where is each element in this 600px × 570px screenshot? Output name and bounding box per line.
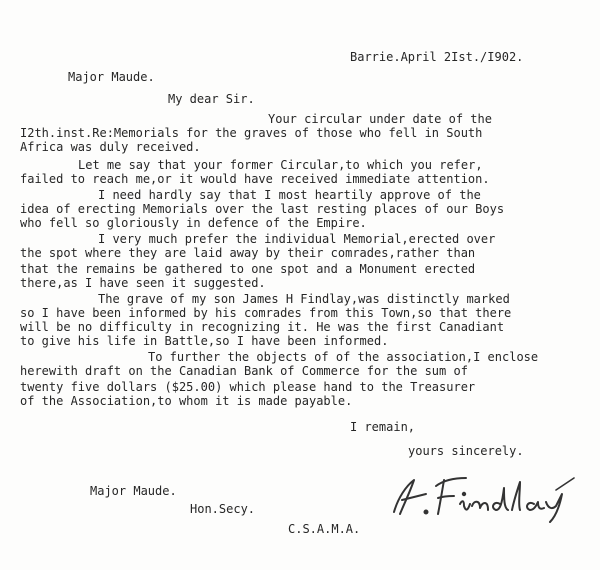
handwritten-signature (380, 468, 580, 528)
body-line: to give his life in Battle,so I have been informed. (20, 334, 389, 348)
body-line: The grave of my son James H Findlay,was distinctly marked (98, 292, 510, 306)
body-line: will be no difficulty in recognizing it. He was the first Canadiant (20, 320, 505, 334)
addressee-line: Major Maude. (68, 70, 155, 84)
body-line: the spot where they are laid away by their comrades,rather than (20, 246, 476, 260)
body-line: twenty five dollars ($25.00) which please hand to the Treasurer (20, 380, 476, 394)
closing-sincerely: yours sincerely. (408, 444, 524, 458)
closing-remain: I remain, (350, 420, 416, 434)
body-line: idea of erecting Memorials over the last resting places of our Boys (20, 202, 505, 216)
body-line: I very much prefer the individual Memorial,erected over (98, 232, 496, 246)
body-line: failed to reach me,or it would have received immediate attention. (20, 172, 490, 186)
body-line: Your circular under date of the (268, 112, 492, 126)
body-line: who fell so gloriously in defence of the Empire. (20, 216, 367, 230)
body-line: I need hardly say that I most heartily approve of the (98, 188, 481, 202)
body-line: I2th.inst.Re:Memorials for the graves of those who fell in South (20, 126, 483, 140)
body-line: Let me say that your former Circular,to which you refer, (78, 158, 483, 172)
date-line: Barrie.April 2Ist./I902. (350, 50, 524, 64)
body-line: of the Association,to whom it is made payable. (20, 394, 353, 408)
body-line: that the remains be gathered to one spot and a Monument erected (20, 262, 476, 276)
footer-recipient: Major Maude. (90, 484, 177, 498)
body-line: Africa was duly received. (20, 140, 201, 154)
greeting-line: My dear Sir. (168, 92, 255, 106)
body-line: herewith draft on the Canadian Bank of Commerce for the sum of (20, 364, 468, 378)
body-line: so I have been informed by his comrades from this Town,so that there (20, 306, 512, 320)
footer-org: C.S.A.M.A. (288, 522, 361, 536)
footer-title: Hon.Secy. (190, 502, 256, 516)
body-line: there,as I have seen it suggested. (20, 276, 266, 290)
body-line: To further the objects of of the association,I enclose (148, 350, 539, 364)
